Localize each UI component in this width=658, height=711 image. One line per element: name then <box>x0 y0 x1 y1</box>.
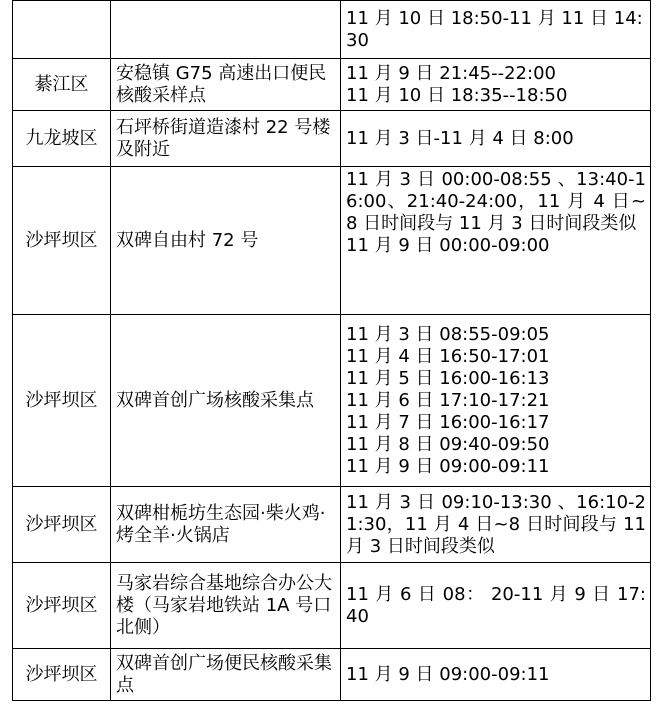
time-cell <box>341 167 651 315</box>
district-cell: 沙坪坝区 <box>13 563 111 649</box>
table-row <box>13 59 651 111</box>
time-line: 11 月 10 日 18:50-11 月 11 日 14:30 <box>346 7 643 51</box>
district-cell: 九龙坡区 <box>13 111 111 167</box>
table-row <box>13 167 651 315</box>
time-line: 11 月 3 日 00:00-08:55 、13:40-16:00、21:40-24:00，11 月 4 日~8 日时间段与 11 月 3 日时间段类似 <box>346 169 646 234</box>
time-cell <box>341 487 651 563</box>
time-line: 11 月 4 日 16:50-17:01 <box>346 345 550 367</box>
location-cell <box>111 1 341 59</box>
table-row <box>13 649 651 701</box>
district-cell: 綦江区 <box>13 59 111 111</box>
time-line: 11 月 9 日 09:00-09:11 <box>346 455 550 477</box>
time-line: 11 月 3 日 09:10-13:30 、16:10-21:30，11 月 4 日~8 日时间段与 11 月 3 日时间段类似 <box>346 491 646 557</box>
district-cell: 沙坪坝区 <box>13 315 111 487</box>
table-row <box>13 563 651 649</box>
time-cell <box>341 315 651 487</box>
location-cell: 双碑柑栀坊生态园·柴火鸡·烤全羊·火锅店 <box>111 487 341 563</box>
table-row <box>13 111 651 167</box>
time-line: 11 月 3 日-11 月 4 日 8:00 <box>346 127 574 149</box>
time-line: 11 月 3 日 08:55-09:05 <box>346 323 550 345</box>
location-cell: 安稳镇 G75 高速出口便民核酸采样点 <box>111 59 341 111</box>
risk-location-table <box>12 0 651 701</box>
location-cell: 双碑首创广场核酸采集点 <box>111 315 341 487</box>
time-line: 11 月 9 日 21:45--22:00 <box>346 62 556 84</box>
time-line: 11 月 5 日 16:00-16:13 <box>346 367 550 389</box>
district-cell <box>13 1 111 59</box>
district-cell: 沙坪坝区 <box>13 649 111 701</box>
table-row <box>13 315 651 487</box>
district-cell: 沙坪坝区 <box>13 487 111 563</box>
time-line: 11 月 6 日 17:10-17:21 <box>346 389 550 411</box>
time-line: 11 月 8 日 09:40-09:50 <box>346 433 550 455</box>
location-cell: 石坪桥街道造漆村 22 号楼及附近 <box>111 111 341 167</box>
location-cell: 双碑首创广场便民核酸采集点 <box>111 649 341 701</box>
location-cell: 双碑自由村 72 号 <box>111 167 341 315</box>
time-line: 11 月 6 日 08： 20-11 月 9 日 17:40 <box>346 583 646 627</box>
time-cell <box>341 649 651 701</box>
table-row <box>13 1 651 59</box>
table-row <box>13 487 651 563</box>
time-cell <box>341 59 651 111</box>
time-cell <box>341 111 651 167</box>
time-line: 11 月 9 日 09:00-09:11 <box>346 663 550 685</box>
time-line: 11 月 10 日 18:35--18:50 <box>346 84 568 106</box>
location-cell: 马家岩综合基地综合办公大楼（马家岩地铁站 1A 号口北侧） <box>111 563 341 649</box>
time-line: 11 月 7 日 16:00-16:17 <box>346 411 550 433</box>
time-cell <box>341 563 651 649</box>
district-cell: 沙坪坝区 <box>13 167 111 315</box>
time-cell <box>341 1 651 59</box>
time-line: 11 月 9 日 00:00-09:00 <box>346 235 550 256</box>
